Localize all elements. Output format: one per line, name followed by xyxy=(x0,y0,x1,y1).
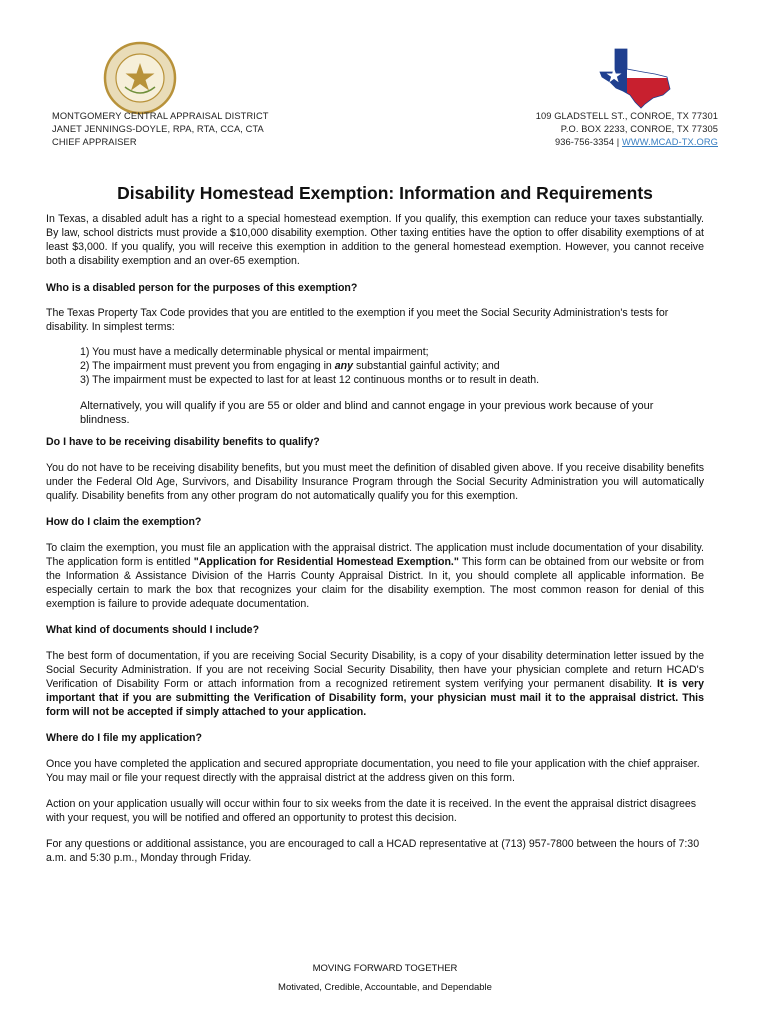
county-seal-logo xyxy=(103,41,177,115)
footer-tagline: Motivated, Credible, Accountable, and Dependable xyxy=(278,982,492,993)
website-link[interactable]: WWW.MCAD-TX.ORG xyxy=(621,137,718,147)
po-box-address: P.O. BOX 2233, CONROE, TX 77305 xyxy=(560,124,718,134)
blindness-paragraph: Alternatively, you will qualify if you are 55 or older and blind and cannot engage in your previous work because of your blindness. xyxy=(80,400,654,426)
criteria-text: substantial gainful activity; and xyxy=(353,360,500,372)
question-documents: What kind of documents should I include? xyxy=(46,624,260,636)
criteria-item xyxy=(80,359,704,373)
emphasis-any: any xyxy=(334,360,354,372)
footer-motto: MOVING FORWARD TOGETHER xyxy=(312,963,458,974)
chief-appraiser-name: JANET JENNINGS-DOYLE, RPA, RTA, CCA, CTA xyxy=(52,124,264,134)
district-info xyxy=(52,110,269,149)
criteria-item: 3) The impairment must be expected to last for at least 12 continuous months or to result in death. xyxy=(80,374,540,386)
document-body xyxy=(46,212,704,865)
separator: | xyxy=(616,137,620,147)
claim-paragraph xyxy=(46,541,704,611)
claim-text: To claim the exemption, you must file an application with the appraisal district. The application must include documentation of your disability. The application form is entitled xyxy=(46,542,704,568)
disability-criteria-list xyxy=(46,345,704,387)
action-paragraph: Action on your application usually will occur within four to six weeks from the date it is received. In the event the appraisal district disagrees with your request, you will be notified and offered an opportunity to protest this decision. xyxy=(46,798,697,824)
intro-paragraph: In Texas, a disabled adult has a right to a special homestead exemption. If you qualify, this exemption can reduce your taxes substantially. By law, school districts must provide a $10,000 disability exemption. Other taxing entities have the option to offer disability exemptions of at least $3,000. If you qualify, you will receive this exemption in addition to the general homestead exemption. However, you cannot receive both a disability exemption and an over-65 exemption. xyxy=(46,213,704,267)
question-claim: How do I claim the exemption? xyxy=(46,516,202,528)
page-title: Disability Homestead Exemption: Information and Requirements xyxy=(117,183,653,203)
documents-important-note: It is very important that if you are submitting the Verification of Disability form, your physician must mail it to the appraisal district. This form will not be accepted if simply attached to your application. xyxy=(46,678,704,718)
street-address: 109 GLADSTELL ST., CONROE, TX 77301 xyxy=(535,111,718,121)
benefits-paragraph: You do not have to be receiving disability benefits, but you must meet the definition of disabled given above. If you receive disability benefits under the Federal Old Age, Survivors, and Disability Insurance Program through the Social Security Administration you will automatically qualify. Disability benefits from any other program do not automatically qualify you for this exemption. xyxy=(46,462,704,502)
where-paragraph: Once you have completed the application and secured appropriate documentation, you need to file your application with the chief appraiser. You may mail or file your request directly with the appraisal district at the address given on this form. xyxy=(46,758,700,784)
who-paragraph: The Texas Property Tax Code provides that you are entitled to the exemption if you meet the Social Security Administration's tests for disability. In simplest terms: xyxy=(46,307,669,333)
documents-text: The best form of documentation, if you are receiving Social Security Disability, is a copy of your disability determination letter issued by the Social Security Administration. If you are not receiving Social Security Disability, then have your physician complete and return HCAD's Verification of Disability Form or attach information from a recognized retirement system verifying your permanent disability. xyxy=(46,650,704,690)
criteria-text: 2) The impairment must prevent you from engaging in xyxy=(80,360,335,372)
phone-number: 936-756-3354 xyxy=(554,137,615,147)
question-benefits: Do I have to be receiving disability benefits to qualify? xyxy=(46,436,320,448)
documents-paragraph xyxy=(46,649,704,719)
phone-website-line xyxy=(536,136,718,149)
footer xyxy=(0,963,770,993)
texas-flag-logo xyxy=(597,47,675,109)
claim-text: This form can be obtained from our website or from the Information & Assistance Division of the Harris County Appraisal District. In it, you should complete all applicable information. Be especially certain to mark the box that recognizes your claim for the disability exemption. The most common reason for denial of this exemption is failure to provide adequate documentation. xyxy=(46,556,704,610)
contact-paragraph: For any questions or additional assistance, you are encouraged to call a HCAD representative at (713) 957-7800 between the hours of 7:30 a.m. and 5:30 p.m., Monday through Friday. xyxy=(46,838,700,864)
question-where-file: Where do I file my application? xyxy=(46,732,202,744)
criteria-item: 1) You must have a medically determinable physical or mental impairment; xyxy=(80,346,429,358)
contact-info xyxy=(536,110,718,149)
question-who-disabled: Who is a disabled person for the purposes of this exemption? xyxy=(46,282,358,294)
district-name: MONTGOMERY CENTRAL APPRAISAL DISTRICT xyxy=(52,111,269,121)
chief-appraiser-title: CHIEF APPRAISER xyxy=(52,137,137,147)
application-form-name: "Application for Residential Homestead Exemption." xyxy=(193,556,459,568)
